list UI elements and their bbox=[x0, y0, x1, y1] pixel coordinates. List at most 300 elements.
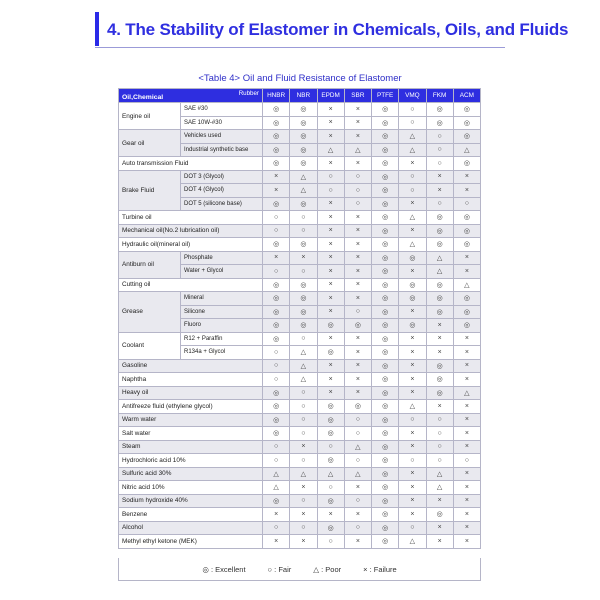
row-subtype: Silicone bbox=[181, 305, 263, 319]
rating-cell: × bbox=[453, 427, 480, 441]
row-name: Turbine oil bbox=[119, 211, 263, 225]
row-name: Antiburn oil bbox=[119, 251, 181, 278]
table-row bbox=[119, 440, 481, 454]
rating-cell: × bbox=[453, 373, 480, 387]
rating-cell: × bbox=[263, 508, 290, 522]
row-name: Sulfuric acid 30% bbox=[119, 467, 263, 481]
row-name: Auto transmission Fluid bbox=[119, 157, 263, 171]
table-row bbox=[119, 332, 481, 346]
rating-cell: × bbox=[317, 130, 344, 144]
rating-cell: ◎ bbox=[263, 197, 290, 211]
rating-cell: × bbox=[426, 319, 453, 333]
table-row bbox=[119, 454, 481, 468]
row-subtype: DOT 5 (silicone base) bbox=[181, 197, 263, 211]
resistance-table bbox=[118, 88, 481, 549]
rating-cell: ○ bbox=[290, 265, 317, 279]
rating-cell: ◎ bbox=[372, 481, 399, 495]
row-name: Steam bbox=[119, 440, 263, 454]
rating-cell: ◎ bbox=[399, 319, 426, 333]
rating-cell: ◎ bbox=[372, 197, 399, 211]
column-header: HNBR bbox=[263, 89, 290, 103]
rating-cell: △ bbox=[426, 265, 453, 279]
rating-cell: △ bbox=[290, 184, 317, 198]
rating-cell: ◎ bbox=[317, 521, 344, 535]
rating-cell: △ bbox=[317, 467, 344, 481]
row-name: Grease bbox=[119, 292, 181, 333]
rating-cell: × bbox=[453, 508, 480, 522]
row-name: Brake Fluid bbox=[119, 170, 181, 211]
rating-cell: ◎ bbox=[290, 103, 317, 117]
rating-cell: × bbox=[344, 332, 371, 346]
rating-cell: × bbox=[263, 184, 290, 198]
rating-cell: ◎ bbox=[426, 373, 453, 387]
rating-cell: ◎ bbox=[263, 116, 290, 130]
rating-cell: △ bbox=[344, 143, 371, 157]
rating-cell: × bbox=[344, 130, 371, 144]
rating-cell: ○ bbox=[426, 440, 453, 454]
row-subtype: DOT 3 (Glycol) bbox=[181, 170, 263, 184]
row-name: Mechanical oil(No.2 lubrication oil) bbox=[119, 224, 263, 238]
rating-cell: ◎ bbox=[372, 265, 399, 279]
rating-cell: ◎ bbox=[263, 494, 290, 508]
rating-cell: × bbox=[453, 494, 480, 508]
rating-cell: △ bbox=[317, 143, 344, 157]
rating-cell: ○ bbox=[263, 521, 290, 535]
rating-cell: × bbox=[426, 400, 453, 414]
row-subtype: Water + Glycol bbox=[181, 265, 263, 279]
rating-cell: ○ bbox=[317, 535, 344, 549]
rating-cell: ◎ bbox=[426, 103, 453, 117]
rating-cell: ◎ bbox=[453, 103, 480, 117]
table-row bbox=[119, 535, 481, 549]
rating-cell: △ bbox=[399, 238, 426, 252]
rating-cell: ◎ bbox=[426, 238, 453, 252]
rating-cell: ◎ bbox=[372, 184, 399, 198]
table-row bbox=[119, 278, 481, 292]
legend-fair: ○ : Fair bbox=[267, 564, 292, 574]
rating-cell: ○ bbox=[263, 265, 290, 279]
rating-cell: × bbox=[344, 103, 371, 117]
rating-cell: × bbox=[453, 170, 480, 184]
row-name: Methyl ethyl ketone (MEK) bbox=[119, 535, 263, 549]
rating-cell: ◎ bbox=[372, 359, 399, 373]
rating-cell: × bbox=[317, 251, 344, 265]
rating-cell: △ bbox=[453, 278, 480, 292]
rating-cell: ◎ bbox=[399, 278, 426, 292]
rating-cell: ◎ bbox=[263, 238, 290, 252]
rating-cell: × bbox=[399, 346, 426, 360]
rating-cell: ◎ bbox=[399, 292, 426, 306]
rating-cell: ◎ bbox=[290, 305, 317, 319]
rating-cell: × bbox=[344, 481, 371, 495]
rating-cell: ◎ bbox=[317, 413, 344, 427]
rating-cell: ○ bbox=[290, 494, 317, 508]
rating-cell: ◎ bbox=[426, 386, 453, 400]
rating-cell: △ bbox=[399, 535, 426, 549]
rating-cell: × bbox=[317, 508, 344, 522]
table-row bbox=[119, 224, 481, 238]
rating-cell: ◎ bbox=[372, 467, 399, 481]
row-name: Coolant bbox=[119, 332, 181, 359]
row-name: Hydrochloric acid 10% bbox=[119, 454, 263, 468]
rating-cell: △ bbox=[426, 467, 453, 481]
rating-cell: △ bbox=[399, 400, 426, 414]
rating-cell: ◎ bbox=[372, 157, 399, 171]
rating-cell: ◎ bbox=[372, 454, 399, 468]
header-corner bbox=[119, 89, 263, 103]
title-bar bbox=[95, 12, 569, 46]
rating-cell: ○ bbox=[317, 170, 344, 184]
column-header: FKM bbox=[426, 89, 453, 103]
rating-cell: ○ bbox=[426, 427, 453, 441]
row-name: Benzene bbox=[119, 508, 263, 522]
rating-cell: ○ bbox=[399, 413, 426, 427]
rating-cell: ○ bbox=[290, 454, 317, 468]
table-row bbox=[119, 413, 481, 427]
rating-cell: × bbox=[317, 103, 344, 117]
rating-cell: × bbox=[290, 508, 317, 522]
rating-cell: × bbox=[426, 494, 453, 508]
rating-cell: ◎ bbox=[263, 130, 290, 144]
table-row bbox=[119, 386, 481, 400]
rating-cell: ○ bbox=[290, 332, 317, 346]
rating-cell: ○ bbox=[344, 170, 371, 184]
rating-cell: ◎ bbox=[426, 224, 453, 238]
rating-cell: × bbox=[317, 278, 344, 292]
rating-cell: × bbox=[426, 170, 453, 184]
row-name: Sodium hydroxide 40% bbox=[119, 494, 263, 508]
row-name: Engine oil bbox=[119, 103, 181, 130]
rating-cell: ◎ bbox=[372, 170, 399, 184]
rating-cell: ◎ bbox=[426, 278, 453, 292]
row-subtype: Mineral bbox=[181, 292, 263, 306]
legend-excellent: ◎ : Excellent bbox=[202, 564, 246, 574]
rating-cell: ◎ bbox=[317, 319, 344, 333]
header-rubber: Rubber bbox=[238, 90, 259, 97]
rating-cell: × bbox=[426, 346, 453, 360]
rating-cell: ○ bbox=[290, 427, 317, 441]
rating-cell: △ bbox=[290, 467, 317, 481]
rating-cell: × bbox=[290, 440, 317, 454]
rating-cell: ◎ bbox=[317, 454, 344, 468]
row-subtype: Phosphate bbox=[181, 251, 263, 265]
row-name: Alcohol bbox=[119, 521, 263, 535]
rating-cell: × bbox=[290, 535, 317, 549]
row-name: Warm water bbox=[119, 413, 263, 427]
rating-cell: × bbox=[344, 535, 371, 549]
row-subtype: Industrial synthetic base bbox=[181, 143, 263, 157]
rating-cell: ◎ bbox=[290, 143, 317, 157]
rating-cell: ◎ bbox=[372, 116, 399, 130]
column-header: VMQ bbox=[399, 89, 426, 103]
table-row bbox=[119, 238, 481, 252]
row-name: Naphtha bbox=[119, 373, 263, 387]
rating-cell: ◎ bbox=[372, 440, 399, 454]
row-name: Gasoline bbox=[119, 359, 263, 373]
rating-cell: ◎ bbox=[317, 400, 344, 414]
rating-cell: ◎ bbox=[263, 400, 290, 414]
rating-cell: ◎ bbox=[372, 251, 399, 265]
rating-cell: ○ bbox=[399, 170, 426, 184]
table-row bbox=[119, 481, 481, 495]
rating-cell: × bbox=[290, 481, 317, 495]
rating-cell: ○ bbox=[426, 143, 453, 157]
rating-cell: ◎ bbox=[372, 319, 399, 333]
rating-cell: × bbox=[317, 386, 344, 400]
rating-cell: ○ bbox=[263, 346, 290, 360]
rating-cell: × bbox=[344, 278, 371, 292]
rating-cell: ◎ bbox=[372, 400, 399, 414]
rating-cell: × bbox=[399, 332, 426, 346]
rating-cell: ◎ bbox=[426, 359, 453, 373]
rating-cell: ○ bbox=[344, 184, 371, 198]
rating-cell: × bbox=[453, 535, 480, 549]
rating-cell: ◎ bbox=[372, 373, 399, 387]
rating-cell: ○ bbox=[399, 454, 426, 468]
rating-cell: × bbox=[399, 197, 426, 211]
row-subtype: DOT 4 (Glycol) bbox=[181, 184, 263, 198]
rating-cell: △ bbox=[290, 373, 317, 387]
rating-cell: ◎ bbox=[453, 238, 480, 252]
rating-cell: ◎ bbox=[372, 535, 399, 549]
rating-cell: × bbox=[263, 251, 290, 265]
table-row bbox=[119, 170, 481, 184]
rating-cell: ◎ bbox=[263, 305, 290, 319]
rating-cell: △ bbox=[263, 467, 290, 481]
rating-cell: ○ bbox=[344, 427, 371, 441]
rating-cell: △ bbox=[453, 143, 480, 157]
rating-cell: × bbox=[344, 224, 371, 238]
row-subtype: Fluoro bbox=[181, 319, 263, 333]
rating-cell: ○ bbox=[290, 224, 317, 238]
column-header: PTFE bbox=[372, 89, 399, 103]
rating-cell: ◎ bbox=[290, 292, 317, 306]
rating-cell: ○ bbox=[426, 157, 453, 171]
rating-cell: ○ bbox=[453, 454, 480, 468]
rating-cell: ○ bbox=[344, 494, 371, 508]
rating-cell: × bbox=[317, 238, 344, 252]
rating-cell: ◎ bbox=[290, 238, 317, 252]
rating-cell: ◎ bbox=[344, 400, 371, 414]
rating-cell: × bbox=[317, 211, 344, 225]
rating-cell: ○ bbox=[344, 413, 371, 427]
row-subtype: R134a + Glycol bbox=[181, 346, 263, 360]
rating-cell: ○ bbox=[426, 413, 453, 427]
rating-cell: × bbox=[453, 467, 480, 481]
table-row bbox=[119, 251, 481, 265]
rating-cell: × bbox=[453, 251, 480, 265]
rating-cell: ○ bbox=[290, 386, 317, 400]
table-row bbox=[119, 292, 481, 306]
rating-cell: ○ bbox=[344, 521, 371, 535]
rating-cell: ◎ bbox=[372, 130, 399, 144]
column-header: NBR bbox=[290, 89, 317, 103]
rating-cell: ○ bbox=[426, 197, 453, 211]
rating-cell: × bbox=[399, 386, 426, 400]
rating-cell: × bbox=[344, 251, 371, 265]
rating-cell: × bbox=[344, 346, 371, 360]
rating-cell: △ bbox=[290, 359, 317, 373]
rating-cell: ◎ bbox=[372, 211, 399, 225]
rating-cell: × bbox=[453, 481, 480, 495]
column-header: SBR bbox=[344, 89, 371, 103]
rating-cell: △ bbox=[344, 467, 371, 481]
rating-cell: × bbox=[317, 157, 344, 171]
rating-cell: × bbox=[426, 332, 453, 346]
rating-cell: ◎ bbox=[372, 386, 399, 400]
row-subtype: R12 + Paraffin bbox=[181, 332, 263, 346]
rating-cell: × bbox=[344, 211, 371, 225]
rating-cell: × bbox=[344, 373, 371, 387]
rating-cell: ◎ bbox=[263, 278, 290, 292]
rating-cell: ◎ bbox=[263, 332, 290, 346]
row-name: Salt water bbox=[119, 427, 263, 441]
table-row bbox=[119, 508, 481, 522]
rating-cell: △ bbox=[344, 440, 371, 454]
rating-cell: ◎ bbox=[290, 197, 317, 211]
rating-cell: × bbox=[399, 373, 426, 387]
rating-cell: ◎ bbox=[453, 292, 480, 306]
rating-cell: × bbox=[453, 359, 480, 373]
table-row bbox=[119, 400, 481, 414]
table-row bbox=[119, 130, 481, 144]
table-caption: <Table 4> Oil and Fluid Resistance of Elastomer bbox=[198, 73, 402, 84]
table-row bbox=[119, 359, 481, 373]
rating-cell: △ bbox=[426, 481, 453, 495]
rating-cell: ◎ bbox=[290, 278, 317, 292]
column-header: ACM bbox=[453, 89, 480, 103]
table-row bbox=[119, 103, 481, 117]
rating-cell: △ bbox=[399, 143, 426, 157]
table-row bbox=[119, 427, 481, 441]
table-row bbox=[119, 494, 481, 508]
table-row bbox=[119, 157, 481, 171]
rating-cell: ○ bbox=[263, 454, 290, 468]
header-row bbox=[119, 89, 481, 103]
table-row bbox=[119, 373, 481, 387]
header-oil-chemical: Oil,Chemical bbox=[122, 94, 164, 101]
rating-cell: × bbox=[317, 332, 344, 346]
page-title: 4. The Stability of Elastomer in Chemicals, Oils, and Fluids bbox=[107, 20, 569, 39]
rating-cell: × bbox=[317, 265, 344, 279]
rating-cell: × bbox=[426, 535, 453, 549]
rating-cell: ◎ bbox=[372, 494, 399, 508]
row-name: Antifreeze fluid (ethylene glycol) bbox=[119, 400, 263, 414]
rating-cell: ○ bbox=[344, 197, 371, 211]
rating-cell: × bbox=[263, 535, 290, 549]
rating-cell: × bbox=[317, 305, 344, 319]
rating-cell: × bbox=[453, 400, 480, 414]
rating-cell: ◎ bbox=[263, 427, 290, 441]
rating-cell: ◎ bbox=[426, 305, 453, 319]
rating-cell: ○ bbox=[263, 440, 290, 454]
rating-cell: △ bbox=[453, 386, 480, 400]
rating-cell: × bbox=[399, 359, 426, 373]
rating-cell: ○ bbox=[453, 197, 480, 211]
rating-cell: ○ bbox=[263, 224, 290, 238]
rating-cell: ◎ bbox=[372, 224, 399, 238]
rating-cell: ◎ bbox=[290, 130, 317, 144]
rating-cell: △ bbox=[399, 130, 426, 144]
rating-cell: ◎ bbox=[453, 157, 480, 171]
rating-cell: ◎ bbox=[372, 305, 399, 319]
rating-cell: ◎ bbox=[317, 427, 344, 441]
row-name: Cutting oil bbox=[119, 278, 263, 292]
row-subtype: Vehicles used bbox=[181, 130, 263, 144]
table-row bbox=[119, 211, 481, 225]
rating-cell: ◎ bbox=[453, 224, 480, 238]
rating-cell: ◎ bbox=[344, 319, 371, 333]
rating-cell: ◎ bbox=[426, 292, 453, 306]
rating-cell: △ bbox=[290, 346, 317, 360]
rating-cell: ◎ bbox=[372, 413, 399, 427]
rating-cell: ◎ bbox=[317, 494, 344, 508]
rating-cell: × bbox=[399, 508, 426, 522]
rating-cell: × bbox=[317, 359, 344, 373]
rating-cell: × bbox=[426, 184, 453, 198]
rating-cell: × bbox=[344, 386, 371, 400]
rating-cell: ◎ bbox=[290, 116, 317, 130]
rating-cell: △ bbox=[290, 170, 317, 184]
rating-cell: × bbox=[399, 265, 426, 279]
rating-cell: × bbox=[453, 413, 480, 427]
rating-cell: ○ bbox=[344, 454, 371, 468]
rating-cell: × bbox=[344, 265, 371, 279]
table-row bbox=[119, 467, 481, 481]
rating-cell: ○ bbox=[317, 184, 344, 198]
row-name: Nitric acid 10% bbox=[119, 481, 263, 495]
rating-cell: × bbox=[344, 157, 371, 171]
rating-cell: ○ bbox=[317, 481, 344, 495]
rating-cell: × bbox=[317, 224, 344, 238]
rating-cell: ○ bbox=[426, 454, 453, 468]
rating-cell: ◎ bbox=[372, 332, 399, 346]
rating-cell: △ bbox=[426, 251, 453, 265]
rating-cell: ○ bbox=[290, 400, 317, 414]
rating-cell: ◎ bbox=[453, 130, 480, 144]
rating-cell: ◎ bbox=[399, 251, 426, 265]
rating-cell: ◎ bbox=[372, 238, 399, 252]
rating-cell: ◎ bbox=[263, 143, 290, 157]
rating-cell: ◎ bbox=[372, 278, 399, 292]
rating-cell: ◎ bbox=[263, 292, 290, 306]
rating-cell: × bbox=[399, 157, 426, 171]
rating-cell: △ bbox=[263, 481, 290, 495]
rating-cell: ◎ bbox=[372, 292, 399, 306]
rating-cell: × bbox=[263, 170, 290, 184]
rating-cell: ○ bbox=[344, 305, 371, 319]
rating-cell: ○ bbox=[426, 130, 453, 144]
rating-cell: ◎ bbox=[426, 508, 453, 522]
rating-cell: ○ bbox=[263, 359, 290, 373]
rating-cell: ◎ bbox=[453, 211, 480, 225]
rating-cell: △ bbox=[399, 211, 426, 225]
rating-cell: ○ bbox=[399, 103, 426, 117]
rating-cell: ◎ bbox=[372, 508, 399, 522]
rating-cell: ○ bbox=[399, 184, 426, 198]
title-divider bbox=[95, 47, 505, 48]
rating-cell: × bbox=[399, 467, 426, 481]
rating-cell: ◎ bbox=[372, 143, 399, 157]
rating-cell: × bbox=[317, 116, 344, 130]
rating-cell: ◎ bbox=[372, 346, 399, 360]
rating-cell: × bbox=[399, 427, 426, 441]
rating-cell: × bbox=[399, 305, 426, 319]
rating-cell: × bbox=[426, 521, 453, 535]
legend-poor: △ : Poor bbox=[313, 564, 342, 574]
rating-cell: × bbox=[399, 481, 426, 495]
rating-cell: × bbox=[453, 440, 480, 454]
